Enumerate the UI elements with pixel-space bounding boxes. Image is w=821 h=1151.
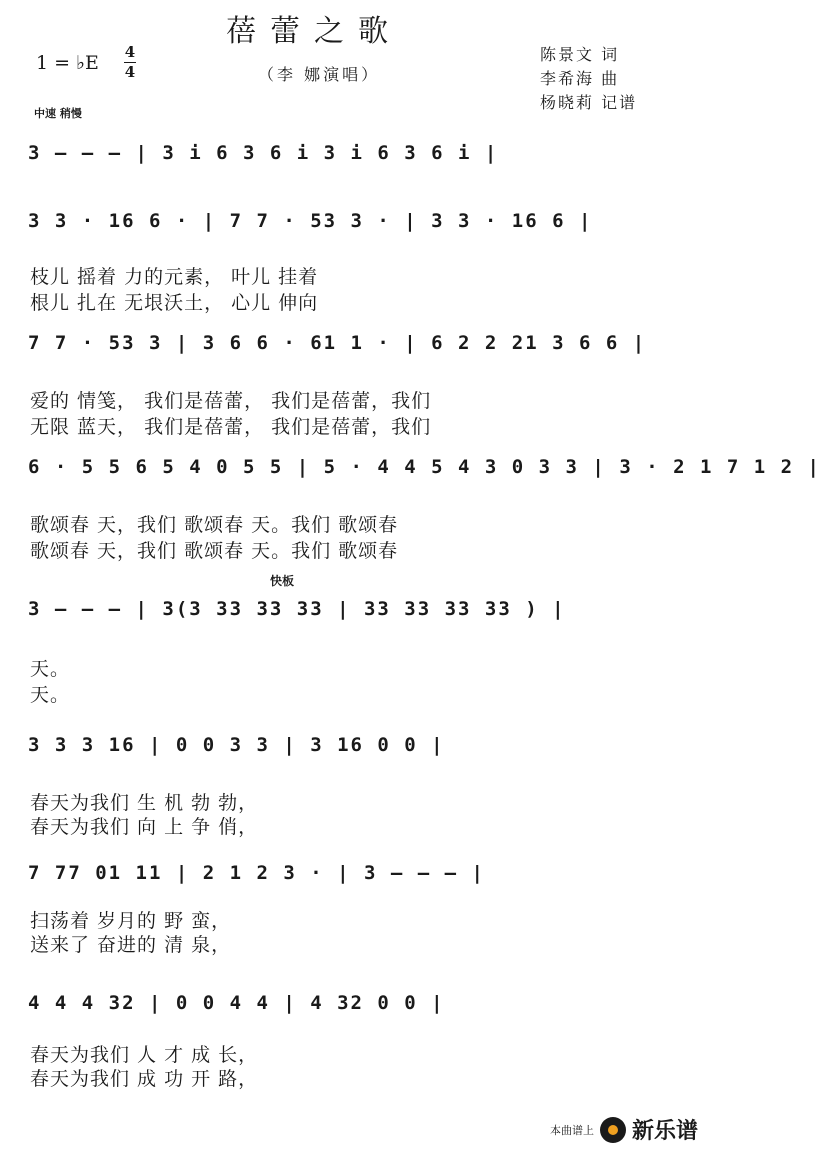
lyric-2-verse-2: 根儿 扎在 无垠沃土， 心儿 伸向 [30,292,319,314]
lyric-8-verse-1: 春天为我们 人 才 成 长， [30,1044,259,1066]
lyric-5-verse-2: 天。 [30,684,71,706]
time-signature [124,44,136,81]
composer-credit: 李希海 曲 [540,69,620,88]
transcriber-credit: 杨晓莉 记谱 [540,93,638,112]
notation-line-7: 7 77 01 11 | 2 1 2 3 · | 3 — — — | [28,862,485,884]
notation-line-8: 4 4 4 32 | 0 0 4 4 | 4 32 0 0 | [28,992,445,1014]
lyric-7-verse-1: 扫荡着 岁月的 野 蛮， [30,910,232,932]
tempo-change-marking: 快板 [270,574,295,588]
lyricist-credit: 陈景文 词 [540,45,620,64]
footer-watermark [550,1114,698,1145]
lyric-6-verse-1: 春天为我们 生 机 勃 勃， [30,792,259,814]
lyric-3-verse-2: 无限 蓝天， 我们是蓓蕾， 我们是蓓蕾，我们 [30,416,432,438]
tempo-marking: 中速 稍慢 [34,107,82,120]
notation-line-4: 6 · 5 5 6 5 4 0 5 5 | 5 · 4 4 5 4 3 0 3 3 | 3 · 2 1 7 1 2 | [28,456,821,478]
lyric-5-verse-1: 天。 [30,658,71,680]
lyric-8-verse-2: 春天为我们 成 功 开 路， [30,1068,259,1090]
notation-line-1: 3 — — — | 3 i 6 3 6 i 3 i 6 3 6 i | [28,142,499,164]
lyric-6-verse-2: 春天为我们 向 上 争 俏， [30,816,259,838]
lyric-7-verse-2: 送来了 奋进的 清 泉， [30,934,232,956]
song-title: 蓓蕾之歌 [226,14,402,49]
lyric-4-verse-1: 歌颂春 天，我们 歌颂春 天。我们 歌颂春 [30,514,399,536]
notation-line-3: 7 7 · 53 3 | 3 6 6 · 61 1 · | 6 2 2 21 3 6 6 | [28,332,647,354]
key-signature: 1 = ♭E [36,52,99,74]
meter-bottom: 4 [124,63,136,81]
notation-line-6: 3 3 3 16 | 0 0 3 3 | 3 16 0 0 | [28,734,445,756]
lyric-2-verse-1: 枝儿 摇着 力的元素， 叶儿 挂着 [30,266,319,288]
notation-line-2: 3 3 · 16 6 · | 7 7 · 53 3 · | 3 3 · 16 6 | [28,210,593,232]
singer-credit: （李 娜演唱） [258,65,381,84]
meter-top: 4 [124,43,136,61]
lyric-4-verse-2: 歌颂春 天，我们 歌颂春 天。我们 歌颂春 [30,540,399,562]
lyric-3-verse-1: 爱的 情笺， 我们是蓓蕾， 我们是蓓蕾，我们 [30,390,432,412]
footer-brand: 新乐谱 [631,1119,698,1144]
record-disc-icon [600,1117,626,1143]
footer-prefix: 本曲谱上 [549,1123,594,1137]
notation-line-5: 3 — — — | 3(3 33 33 33 | 33 33 33 33 ) | [28,598,566,620]
